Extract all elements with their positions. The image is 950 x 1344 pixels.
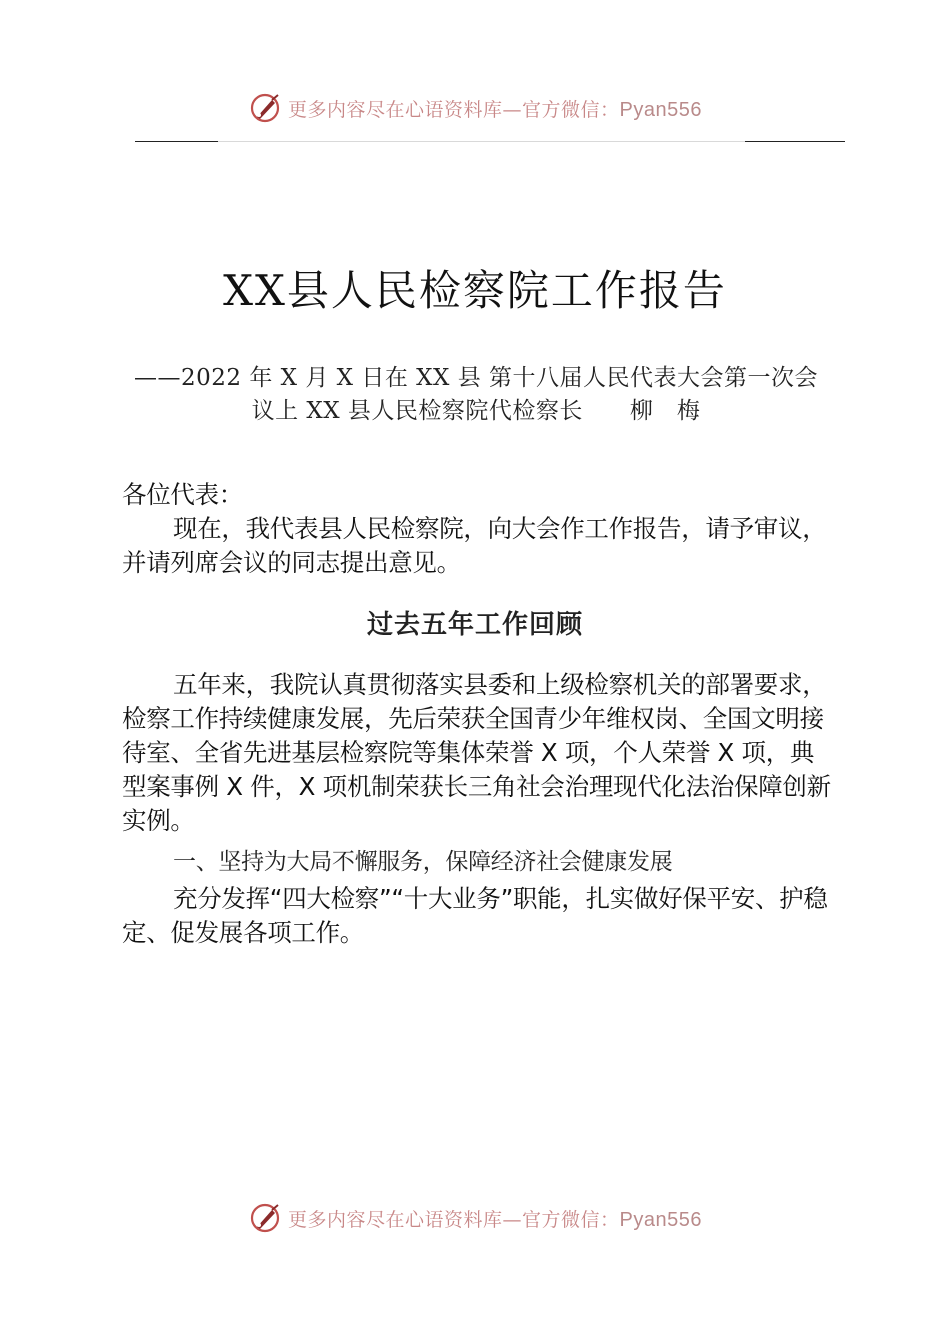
wechat-id: Pyan556 (619, 98, 702, 121)
subtitle-line-2: 议上 XX 县人民检察院代检察长 柳 梅 (251, 398, 701, 424)
subtitle-line-1: ——2022 年 X 月 X 日在 XX 县 第十八届人民代表大会第一次会 (133, 365, 819, 391)
point-one-heading: 一、坚持为大局不懈服务，保障经济社会健康发展 (173, 849, 673, 875)
watermark-text: 更多内容尽在心语资料库—官方微信： (288, 1208, 620, 1231)
wechat-id: Pyan556 (619, 1208, 702, 1231)
header-rule-left (135, 141, 218, 142)
header-watermark (0, 88, 950, 128)
document-subtitle (118, 362, 834, 428)
header-rule-middle (218, 141, 745, 142)
document-title: XX县人民检察院工作报告 (223, 266, 727, 315)
quill-logo-icon (248, 91, 282, 125)
footer-watermark (0, 1198, 950, 1238)
salutation: 各位代表： (122, 480, 243, 509)
quill-logo-icon (248, 1201, 282, 1235)
review-paragraph: 五年来，我院认真贯彻落实县委和上级检察机关的部署要求，检察工作持续健康发展，先后荣获全国青少年维权岗、全国文明接待室、全省先进基层检察院等集体荣誉 X 项，个人荣誉 X 项，典型案事例 X 件，X 项机制荣获长三角社会治理现代化法治保障创新实例。 (122, 670, 831, 835)
point-one-body: 充分发挥“四大检察”“十大业务”职能，扎实做好保平安、护稳定、促发展各项工作。 (122, 884, 828, 947)
header-rule-right (745, 141, 845, 142)
section-heading: 过去五年工作回顾 (366, 610, 583, 640)
intro-paragraph: 现在，我代表县人民检察院，向大会作工作报告，请予审议，并请列席会议的同志提出意见。 (122, 514, 827, 577)
watermark-text: 更多内容尽在心语资料库—官方微信： (288, 98, 620, 121)
